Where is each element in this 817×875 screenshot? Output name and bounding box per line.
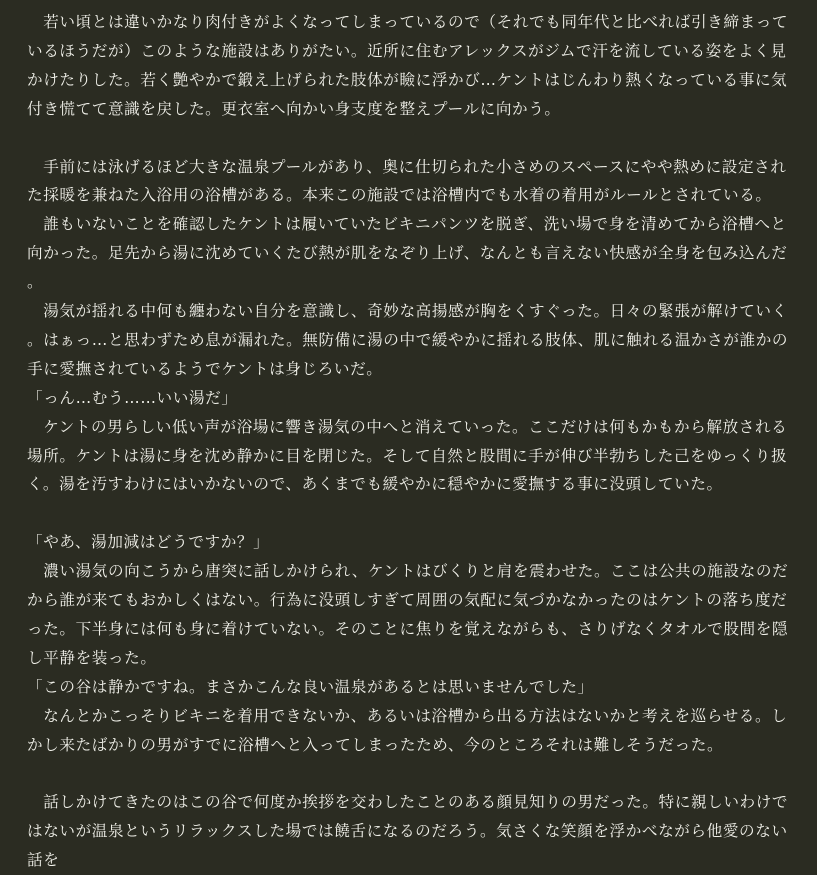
paragraph-7: なんとかこっそりビキニを着用できないか、あるいは浴槽から出る方法はないかと考えを巡らせる。しかし来たばかりの男がすでに浴槽へと入ってしまったため、今のところそれは難しそうだった。 <box>27 706 788 754</box>
dialogue-3: 「この谷は静かですね。まさかこんな良い温泉があるとは思いませんでした」 <box>27 677 594 696</box>
paragraph-5: ケントの男らしい低い声が浴場に響き湯気の中へと消えていった。ここだけは何もかもから解放される場所。ケントは湯に身を沈め静かに目を閉じた。そして自然と股間に手が伸び半勃ちした己をゆっくり扱く。湯を汚すわけにはいかないので、あくまでも緩やかに穏やかに愛撫する事に没頭していた。 <box>27 417 788 494</box>
paragraph-4: 湯気が揺れる中何も纏わない自分を意識し、奇妙な高揚感が胸をくすぐった。日々の緊張が解けていく。はぁっ…と思わずため息が漏れた。無防備に湯の中で緩やかに揺れる肢体、肌に触れる温かさが誰かの手に愛撫されているようでケントは身じろいだ。 <box>27 302 789 378</box>
blank-line <box>27 760 797 789</box>
dialogue-1: 「っん…むう……いい湯だ」 <box>27 388 238 407</box>
paragraph-6: 濃い湯気の向こうから唐突に話しかけられ、ケントはびくりと肩を震わせた。ここは公共の施設なのだから誰が来てもおかしくはない。行為に没頭しすぎて周囲の気配に気づかなかったのはケントの落ち度だった。下半身には何も身に着けていない。そのことに焦りを覚えながらも、さりげなくタオルで股間を隠し平静を装った。 <box>27 562 789 667</box>
dialogue-2: 「やあ、湯加減はどうですか？」 <box>27 533 270 552</box>
paragraph-8: 話しかけてきたのはこの谷で何度か挨拶を交わしたことのある顔見知りの男だった。特に親しいわけではないが温泉というリラックスした場では饒舌になるのだろう。気さくな笑顔を浮かべながら他愛のない話を <box>27 793 789 870</box>
story-text <box>27 8 797 875</box>
paragraph-2: 手前には泳げるほど大きな温泉プールがあり、奥に仕切られた小さめのスペースにやや熱めに設定された採暖を兼ねた入浴用の浴槽がある。本来この施設では浴槽内でも水着の着用がルールとされている。 <box>27 157 787 205</box>
blank-line <box>27 124 797 153</box>
paragraph-3: 誰もいないことを確認したケントは履いていたビキニパンツを脱ぎ、洗い場で身を清めてから浴槽へと向かった。足先から湯に沈めていくたび熱が肌をなぞり上げ、なんとも言えない快感が全身を包み込んだ。 <box>27 215 788 292</box>
paragraph-1: 若い頃とは違いかなり肉付きがよくなってしまっているので（それでも同年代と比べれば引き締まっているほうだが）このような施設はありがたい。近所に住むアレックスがジムで汗を流している姿をよく見かけたりした。若く艶やかで鍛え上げられた肢体が瞼に浮かび…ケントはじんわり熱くなっている事に気付き慌てて意識を戻した。更衣室へ向かい身支度を整えプールに向かう。 <box>27 13 789 118</box>
blank-line <box>27 499 797 528</box>
